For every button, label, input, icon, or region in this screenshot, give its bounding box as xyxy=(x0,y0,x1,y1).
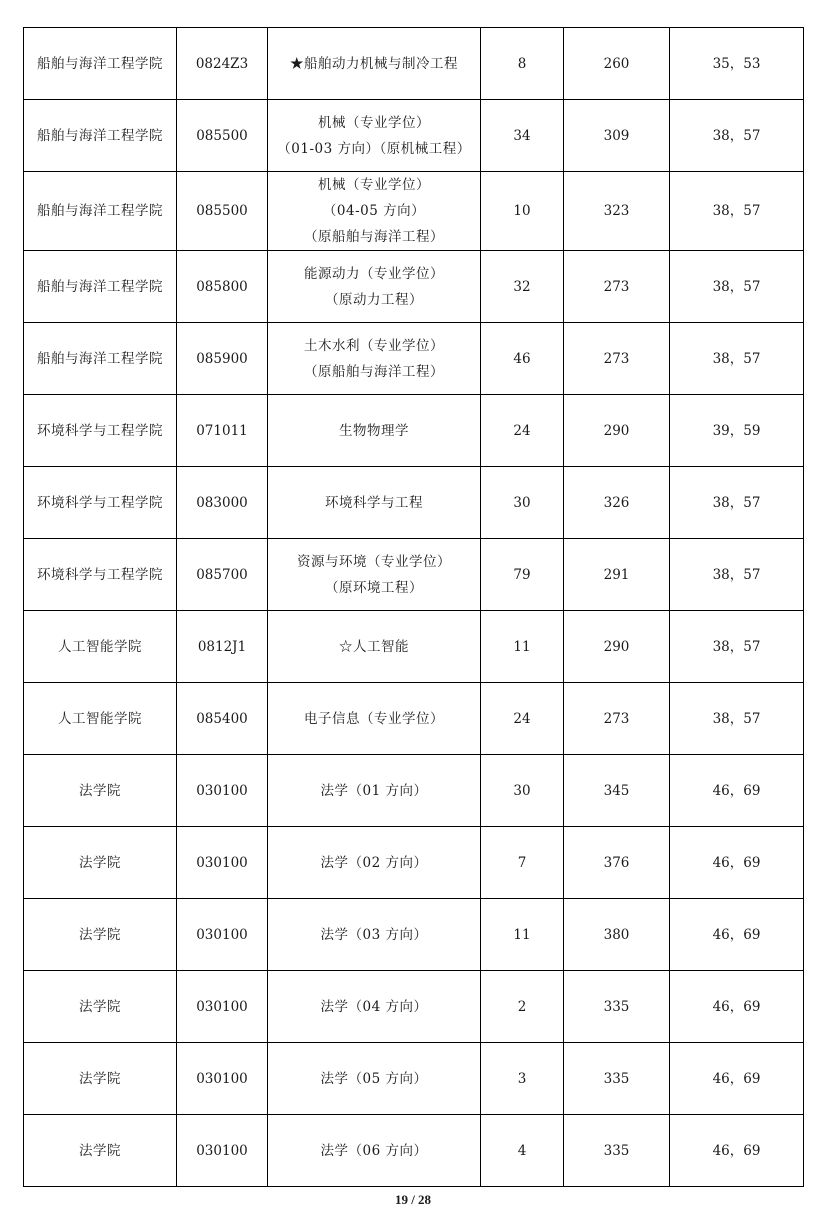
total-score-cell: 335 xyxy=(564,1115,670,1187)
plan-count-cell: 10 xyxy=(481,172,564,251)
college-cell: 法学院 xyxy=(24,1115,177,1187)
table-row xyxy=(24,172,804,251)
plan-count-cell: 79 xyxy=(481,539,564,611)
major-code-cell: 085400 xyxy=(177,683,268,755)
single-subject-score-cell: 38，57 xyxy=(670,683,804,755)
college-cell: 环境科学与工程学院 xyxy=(24,539,177,611)
major-code-cell: 085800 xyxy=(177,251,268,323)
total-score-cell: 335 xyxy=(564,1043,670,1115)
major-code-cell: 085900 xyxy=(177,323,268,395)
major-name-line: 生物物理学 xyxy=(339,422,409,439)
table-row xyxy=(24,100,804,172)
single-subject-score-cell: 46，69 xyxy=(670,971,804,1043)
major-name-cell xyxy=(268,971,481,1043)
major-name-line: 机械（专业学位） xyxy=(318,114,430,131)
single-subject-score-cell: 46，69 xyxy=(670,1043,804,1115)
major-name-line: 环境科学与工程 xyxy=(325,494,423,511)
plan-count-cell: 2 xyxy=(481,971,564,1043)
table-body xyxy=(24,28,804,1187)
major-code-cell: 030100 xyxy=(177,827,268,899)
major-code-cell: 085700 xyxy=(177,539,268,611)
single-subject-score-cell: 38，57 xyxy=(670,539,804,611)
major-name-line: 法学（05 方向） xyxy=(320,1070,428,1087)
plan-count-cell: 32 xyxy=(481,251,564,323)
table-row xyxy=(24,1043,804,1115)
major-name-cell xyxy=(268,1115,481,1187)
plan-count-cell: 30 xyxy=(481,755,564,827)
single-subject-score-cell: 46，69 xyxy=(670,827,804,899)
major-code-cell: 0824Z3 xyxy=(177,28,268,100)
college-cell: 法学院 xyxy=(24,1043,177,1115)
major-name-cell xyxy=(268,899,481,971)
plan-count-cell: 8 xyxy=(481,28,564,100)
total-score-cell: 376 xyxy=(564,827,670,899)
plan-count-cell: 11 xyxy=(481,611,564,683)
college-cell: 法学院 xyxy=(24,827,177,899)
admission-table-container xyxy=(23,27,803,1187)
college-cell: 人工智能学院 xyxy=(24,683,177,755)
major-name-cell xyxy=(268,251,481,323)
major-name-line: 能源动力（专业学位） xyxy=(304,265,444,282)
major-name-line: 资源与环境（专业学位） xyxy=(297,553,451,570)
major-code-cell: 083000 xyxy=(177,467,268,539)
major-name-line: 法学（06 方向） xyxy=(320,1142,428,1159)
major-name-line: （原环境工程） xyxy=(325,579,423,596)
major-name-line: （01-03 方向）（原机械工程） xyxy=(277,140,471,157)
major-code-cell: 030100 xyxy=(177,1043,268,1115)
table-row xyxy=(24,1115,804,1187)
total-score-cell: 345 xyxy=(564,755,670,827)
page-number: 19 / 28 xyxy=(394,1192,432,1207)
table-row xyxy=(24,539,804,611)
plan-count-cell: 7 xyxy=(481,827,564,899)
major-name-cell xyxy=(268,827,481,899)
major-code-cell: 085500 xyxy=(177,100,268,172)
plan-count-cell: 24 xyxy=(481,395,564,467)
table-row xyxy=(24,683,804,755)
single-subject-score-cell: 38，57 xyxy=(670,172,804,251)
major-name-cell xyxy=(268,1043,481,1115)
major-name-line: ☆人工智能 xyxy=(339,638,409,655)
major-name-cell xyxy=(268,323,481,395)
table-row xyxy=(24,251,804,323)
major-name-cell xyxy=(268,467,481,539)
table-row xyxy=(24,467,804,539)
total-score-cell: 309 xyxy=(564,100,670,172)
total-score-cell: 290 xyxy=(564,611,670,683)
single-subject-score-cell: 38，57 xyxy=(670,467,804,539)
single-subject-score-cell: 38，57 xyxy=(670,100,804,172)
major-name-cell xyxy=(268,539,481,611)
major-name-cell xyxy=(268,100,481,172)
total-score-cell: 290 xyxy=(564,395,670,467)
single-subject-score-cell: 35，53 xyxy=(670,28,804,100)
college-cell: 人工智能学院 xyxy=(24,611,177,683)
college-cell: 法学院 xyxy=(24,755,177,827)
single-subject-score-cell: 39，59 xyxy=(670,395,804,467)
table-row xyxy=(24,899,804,971)
major-name-cell xyxy=(268,172,481,251)
college-cell: 船舶与海洋工程学院 xyxy=(24,251,177,323)
major-name-line: 法学（04 方向） xyxy=(320,998,428,1015)
single-subject-score-cell: 38，57 xyxy=(670,611,804,683)
table-row xyxy=(24,323,804,395)
major-code-cell: 030100 xyxy=(177,1115,268,1187)
single-subject-score-cell: 46，69 xyxy=(670,899,804,971)
major-name-cell xyxy=(268,611,481,683)
table-row xyxy=(24,611,804,683)
major-name-cell xyxy=(268,395,481,467)
single-subject-score-cell: 38，57 xyxy=(670,251,804,323)
college-cell: 船舶与海洋工程学院 xyxy=(24,28,177,100)
major-name-line: 法学（02 方向） xyxy=(320,854,428,871)
table-row xyxy=(24,395,804,467)
college-cell: 船舶与海洋工程学院 xyxy=(24,323,177,395)
major-name-line: 法学（03 方向） xyxy=(320,926,428,943)
major-code-cell: 071011 xyxy=(177,395,268,467)
plan-count-cell: 30 xyxy=(481,467,564,539)
table-row xyxy=(24,28,804,100)
major-name-cell xyxy=(268,755,481,827)
major-name-line: 土木水利（专业学位） xyxy=(304,337,444,354)
total-score-cell: 273 xyxy=(564,683,670,755)
major-name-line: ★船舶动力机械与制冷工程 xyxy=(290,55,458,72)
total-score-cell: 323 xyxy=(564,172,670,251)
total-score-cell: 273 xyxy=(564,251,670,323)
single-subject-score-cell: 46，69 xyxy=(670,755,804,827)
college-cell: 环境科学与工程学院 xyxy=(24,395,177,467)
single-subject-score-cell: 38，57 xyxy=(670,323,804,395)
total-score-cell: 273 xyxy=(564,323,670,395)
admission-table xyxy=(23,27,804,1187)
major-code-cell: 0812J1 xyxy=(177,611,268,683)
college-cell: 法学院 xyxy=(24,899,177,971)
plan-count-cell: 3 xyxy=(481,1043,564,1115)
major-name-line: （原动力工程） xyxy=(325,291,423,308)
major-code-cell: 030100 xyxy=(177,971,268,1043)
major-name-line: 机械（专业学位） xyxy=(318,177,430,193)
plan-count-cell: 11 xyxy=(481,899,564,971)
major-name-line: 法学（01 方向） xyxy=(320,782,428,799)
major-code-cell: 030100 xyxy=(177,899,268,971)
plan-count-cell: 24 xyxy=(481,683,564,755)
major-code-cell: 030100 xyxy=(177,755,268,827)
college-cell: 船舶与海洋工程学院 xyxy=(24,172,177,251)
total-score-cell: 291 xyxy=(564,539,670,611)
major-name-line: 电子信息（专业学位） xyxy=(304,710,444,727)
table-row xyxy=(24,971,804,1043)
total-score-cell: 326 xyxy=(564,467,670,539)
single-subject-score-cell: 46，69 xyxy=(670,1115,804,1187)
major-name-line: （原船舶与海洋工程） xyxy=(304,363,444,380)
plan-count-cell: 4 xyxy=(481,1115,564,1187)
college-cell: 法学院 xyxy=(24,971,177,1043)
college-cell: 环境科学与工程学院 xyxy=(24,467,177,539)
major-name-line: （04-05 方向） xyxy=(322,203,426,219)
major-name-cell xyxy=(268,683,481,755)
major-code-cell: 085500 xyxy=(177,172,268,251)
table-row xyxy=(24,755,804,827)
total-score-cell: 335 xyxy=(564,971,670,1043)
total-score-cell: 380 xyxy=(564,899,670,971)
plan-count-cell: 46 xyxy=(481,323,564,395)
plan-count-cell: 34 xyxy=(481,100,564,172)
major-name-cell xyxy=(268,28,481,100)
major-name-line: （原船舶与海洋工程） xyxy=(304,229,444,245)
table-row xyxy=(24,827,804,899)
total-score-cell: 260 xyxy=(564,28,670,100)
college-cell: 船舶与海洋工程学院 xyxy=(24,100,177,172)
